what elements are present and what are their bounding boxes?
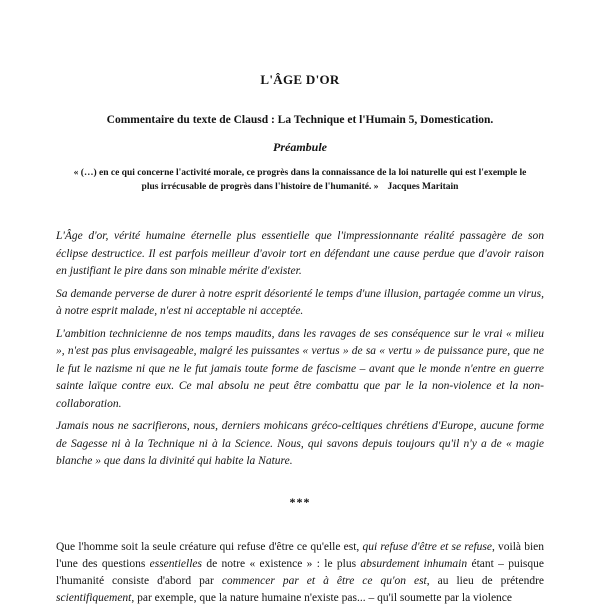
preamble-heading: Préambule <box>273 140 327 154</box>
body-paragraph: Sa demande perverse de durer à notre esprit désorienté le temps d'une illusion, partagée comme un virus, à notre esprit malade, n'est ni acceptable ni acceptée. <box>56 287 544 317</box>
document-subtitle: Commentaire du texte de Clausd : La Technique et l'Humain 5, Domestication. <box>106 114 494 126</box>
plain-text: étant – puisque l'humanité consiste d'abord par <box>56 557 544 587</box>
body-paragraph: L'Âge d'or, vérité humaine éternelle plus essentielle que l'impressionnante réalité passagère de son éclipse destructice. Il est parfois meilleur d'avoir tort en défendant une cause perdue que d'avoir raison en justifiant le pire dans son minable mérite d'exister. <box>56 230 544 277</box>
closing-paragraph <box>56 539 544 607</box>
emphasized-text: qui refuse d'être et se refuse <box>362 540 492 553</box>
epigraph <box>69 167 531 194</box>
emphasized-text: commencer par et à être ce qu'on est <box>221 574 427 587</box>
body-paragraph: L'ambition technicienne de nos temps maudits, dans les ravages de ses conséquence sur le vrai « milieu », n'est pas plus envisageable, malgré les puissantes « vertus » de sa « vertu » de puissance pure, que ne le fut le nazisme ni que ne le fut jamais toute forme de fascisme – avant que le monde n'entre en guerre sainte laïque contre eux. Ce mal absolu ne peut être combattu que par le la non-violence et la non-collaboration. <box>56 327 544 410</box>
emphasized-text: scientifiquement <box>56 591 132 604</box>
section-separator: *** <box>289 494 311 509</box>
epigraph-text: « (…) en ce qui concerne l'activité morale, ce progrès dans la connaissance de la loi naturelle qui est l'exemple le plus irrécusable de progrès dans l'histoire de l'humanité. » <box>73 168 527 192</box>
emphasized-text: absurdement inhumain <box>360 557 468 570</box>
body-text <box>56 228 544 471</box>
epigraph-attribution: Jacques Maritain <box>387 181 459 192</box>
plain-text: , voilà bien l'une des questions <box>56 540 545 570</box>
plain-text: , par exemple, que la nature humaine n'existe pas... – qu'il soumette par la violence <box>131 591 513 604</box>
plain-text: de notre « existence » : le plus <box>202 557 361 570</box>
emphasized-text: essentielles <box>149 557 202 570</box>
page-title: L'ÂGE D'OR <box>260 72 340 87</box>
plain-text: , au lieu de prétendre <box>426 574 544 587</box>
plain-text: Que l'homme soit la seule créature qui refuse d'être ce qu'elle est, <box>56 540 363 553</box>
body-paragraph: Jamais nous ne sacrifierons, nous, derniers mohicans gréco-celtiques chrétiens d'Europe, aucune forme de Sagesse ni à la Technique ni à la Science. Nous, qui savons depuis toujours qu'il n'y a de « magie blanche » que dans la divinité qui habite la Nature. <box>56 420 544 467</box>
